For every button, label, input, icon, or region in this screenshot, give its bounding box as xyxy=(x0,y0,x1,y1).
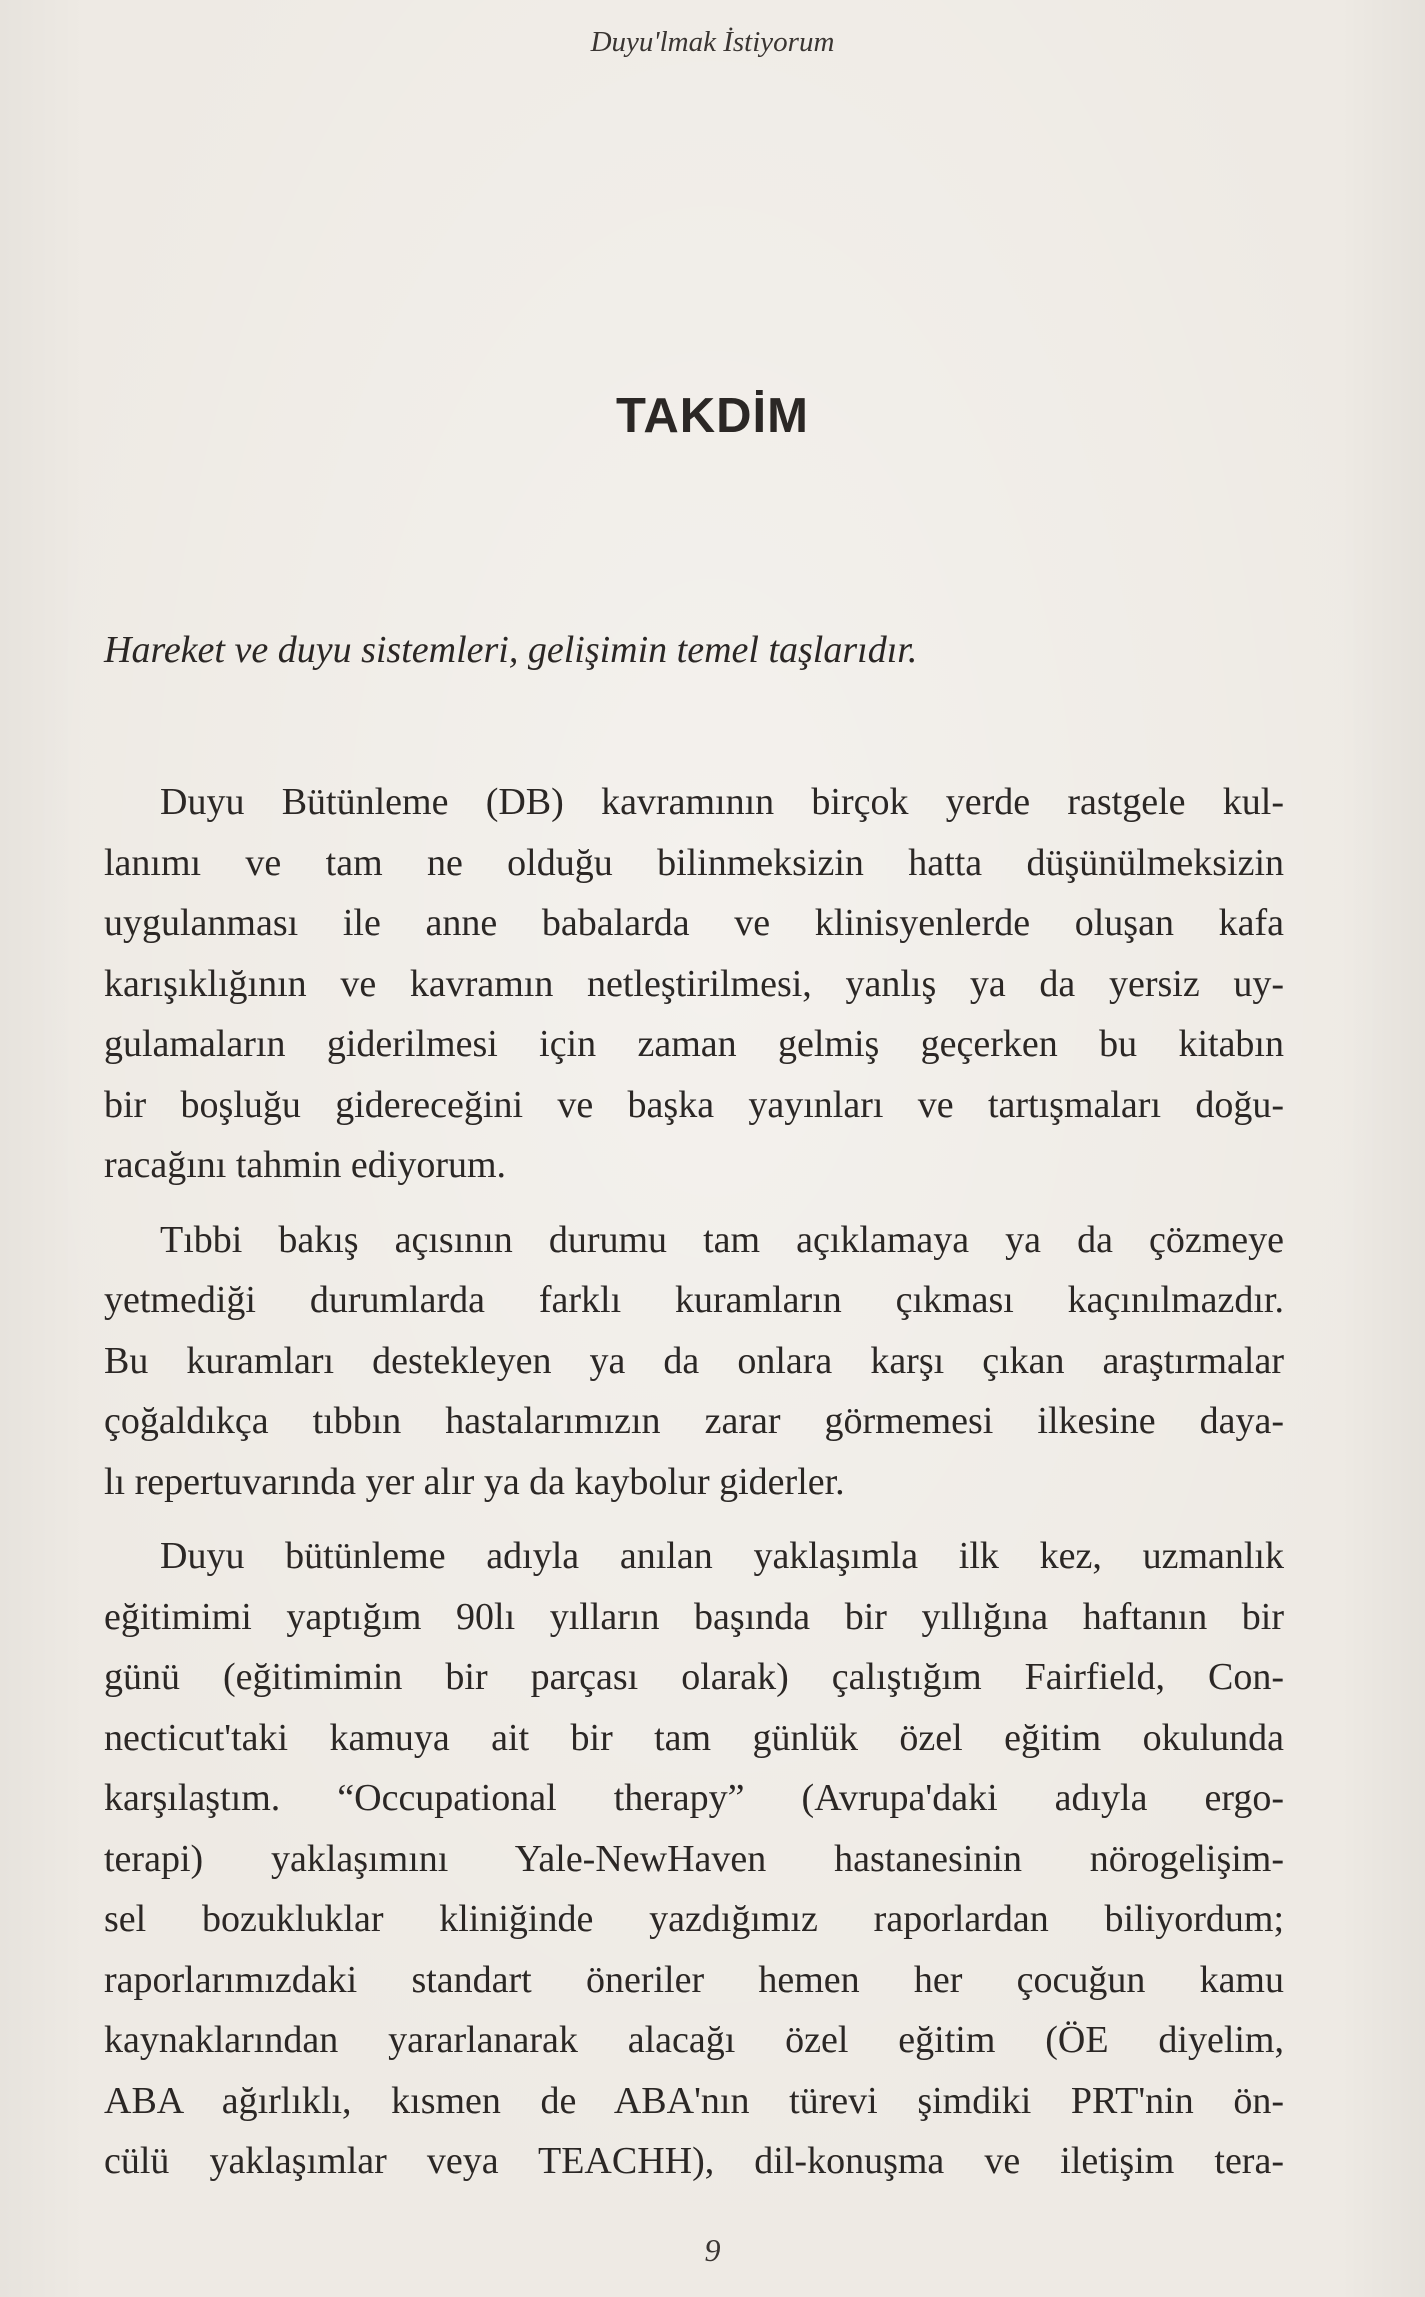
text-line: günü (eğitimimin bir parçası olarak) çalıştığım Fairfield, Con- xyxy=(104,1656,1284,1698)
text-line: sel bozukluklar kliniğinde yazdığımız raporlardan biliyordum; xyxy=(104,1898,1284,1940)
text-line: lanımı ve tam ne olduğu bilinmeksizin hatta düşünülmeksizin xyxy=(104,841,1284,884)
text-line: gulamaların giderilmesi için zaman gelmiş geçerken bu kitabın xyxy=(104,1023,1284,1065)
text-line: uygulanması ile anne babalarda ve klinisyenlerde oluşan kafa xyxy=(104,902,1284,944)
text-line: bir boşluğu gidereceğini ve başka yayınları ve tartışmaları doğu- xyxy=(104,1083,1284,1126)
chapter-title: TAKDİM xyxy=(616,389,809,443)
text-line: eğitimimi yaptığım 90lı yılların başında bir yıllığına haftanın bir xyxy=(104,1595,1284,1638)
text-line: necticut'taki kamuya ait bir tam günlük özel eğitim okulunda xyxy=(104,1716,1284,1759)
text-line: Duyu Bütünleme (DB) kavramının birçok yerde rastgele kul- xyxy=(160,781,1284,823)
running-head: Duyu'lmak İstiyorum xyxy=(590,26,835,58)
text-line: çoğaldıkça tıbbın hastalarımızın zarar görmemesi ilkesine daya- xyxy=(104,1400,1284,1442)
epigraph: Hareket ve duyu sistemleri, gelişimin temel taşlarıdır. xyxy=(104,629,918,671)
body-text xyxy=(104,772,1284,2192)
paragraph xyxy=(104,1526,1284,2192)
text-line: raporlarımızdaki standart öneriler hemen her çocuğun kamu xyxy=(104,1958,1284,2001)
text-line: karşılaştım. “Occupational therapy” (Avrupa'daki adıyla ergo- xyxy=(104,1777,1284,1819)
text-line: Duyu bütünleme adıyla anılan yaklaşımla ilk kez, uzmanlık xyxy=(160,1535,1284,1577)
text-line: terapi) yaklaşımını Yale-NewHaven hastanesinin nörogelişim- xyxy=(104,1837,1284,1880)
page-number: 9 xyxy=(704,2232,721,2268)
text-line: racağını tahmin ediyorum. xyxy=(104,1144,507,1186)
paragraph xyxy=(104,772,1284,1196)
text-line: Tıbbi bakış açısının durumu tam açıklamaya ya da çözmeye xyxy=(160,1218,1284,1261)
paragraph xyxy=(104,1210,1284,1513)
text-line: karışıklığının ve kavramın netleştirilmesi, yanlış ya da yersiz uy- xyxy=(104,962,1284,1005)
text-line: lı repertuvarında yer alır ya da kaybolur giderler. xyxy=(104,1460,845,1503)
text-line: cülü yaklaşımlar veya TEACHH), dil-konuşma ve iletişim tera- xyxy=(104,2140,1284,2182)
text-line: Bu kuramları destekleyen ya da onlara karşı çıkan araştırmalar xyxy=(104,1339,1284,1382)
text-line: yetmediği durumlarda farklı kuramların çıkması kaçınılmazdır. xyxy=(104,1279,1284,1321)
text-line: kaynaklarından yararlanarak alacağı özel eğitim (ÖE diyelim, xyxy=(104,2019,1284,2061)
text-line: ABA ağırlıklı, kısmen de ABA'nın türevi şimdiki PRT'nin ön- xyxy=(104,2079,1284,2122)
